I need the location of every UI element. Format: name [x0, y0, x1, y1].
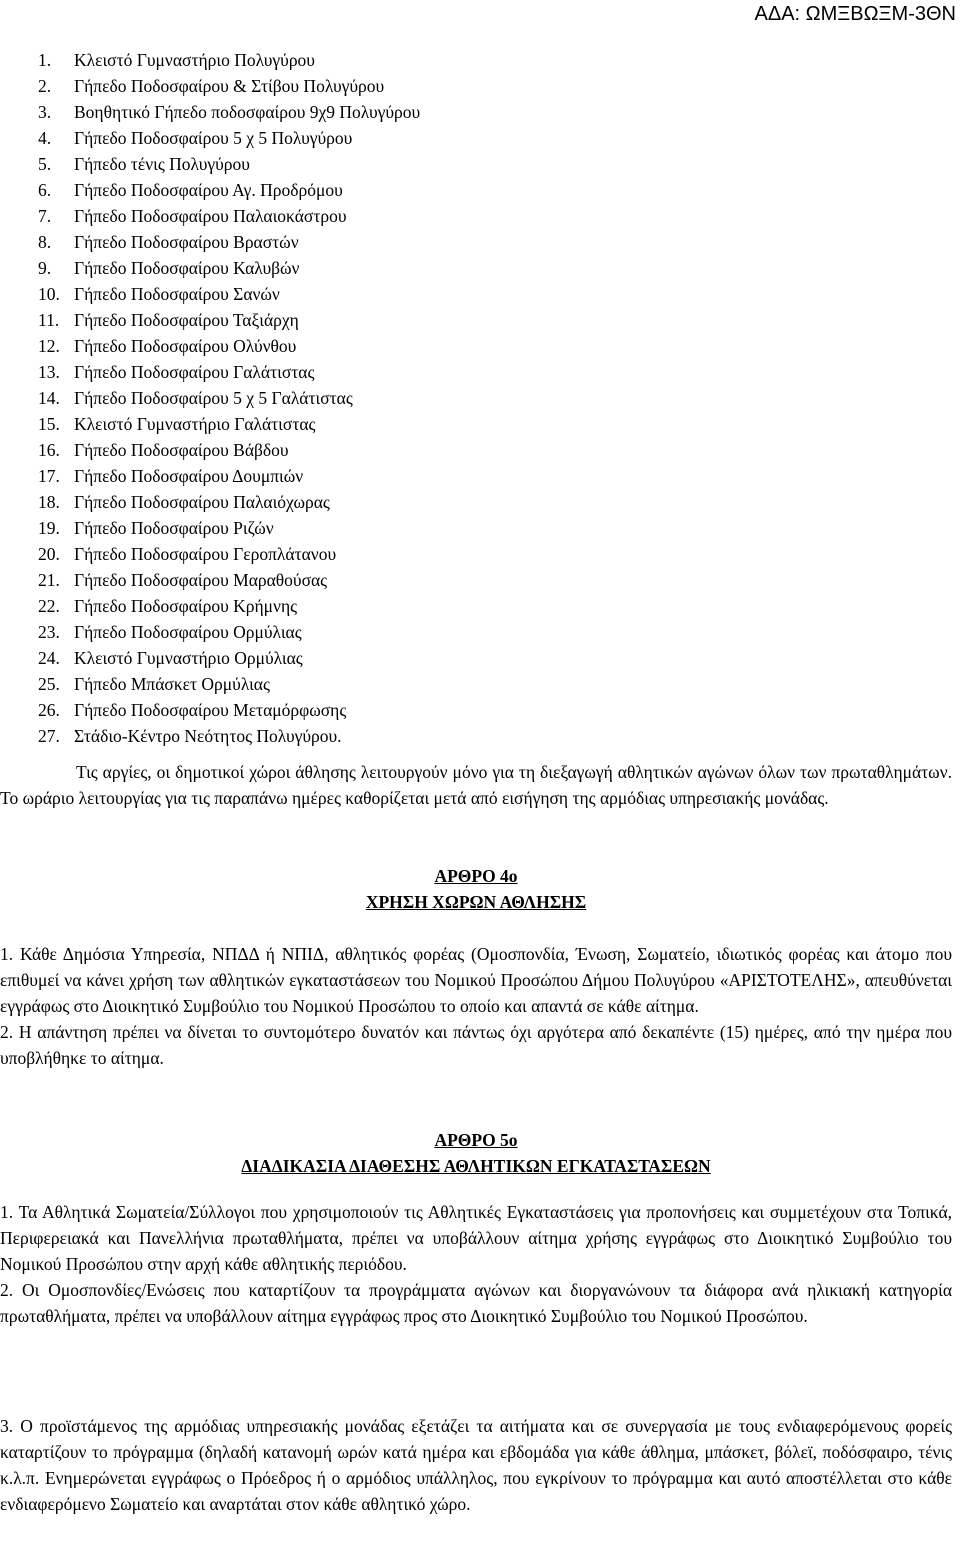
facility-name: Γήπεδο Ποδοσφαίρου Γαλάτιστας — [74, 362, 315, 382]
facility-number: 25. — [38, 674, 60, 694]
facility-number: 27. — [38, 726, 60, 746]
facility-list — [38, 47, 420, 749]
facility-number: 22. — [38, 596, 60, 616]
facility-item — [38, 47, 420, 73]
facility-item — [38, 723, 420, 749]
facility-item — [38, 177, 420, 203]
article-5-paragraph-3: 3. Ο προϊστάμενος της αρμόδιας υπηρεσιακής μονάδας εξετάζει τα αιτήματα και σε συνεργασία με τους ενδιαφερόμενους φορείς καταρτίζουν το πρόγραμμα (δηλαδή κατανομή ωρών κατά ημέρα και εβδομάδα για κάθε άθλημα, μπάσκετ, βόλεϊ, ποδόσφαιρο, τένις κ.λ.π. Ενημερώνεται εγγράφως ο Πρόεδρος ή ο αρμόδιος υπάλληλος, που εγκρίνουν το πρόγραμμα και αυτό αποστέλλεται στο κάθε ενδιαφερόμενο Σωματείο και αναρτάται στον κάθε αθλητικό χώρο. — [0, 1416, 952, 1514]
facility-item — [38, 151, 420, 177]
facility-name: Γήπεδο Ποδοσφαίρου Βραστών — [74, 232, 299, 252]
article-5-number: ΑΡΘΡΟ 5ο — [434, 1130, 518, 1150]
facility-item — [38, 385, 420, 411]
facility-number: 11. — [38, 310, 60, 330]
facility-item — [38, 489, 420, 515]
facility-item — [38, 307, 420, 333]
article-5-body-b — [0, 1413, 952, 1517]
facility-item — [38, 437, 420, 463]
facility-name: Γήπεδο Ποδοσφαίρου Παλαιόχωρας — [74, 492, 330, 512]
facility-item — [38, 229, 420, 255]
facility-name: Κλειστό Γυμναστήριο Πολυγύρου — [74, 50, 315, 70]
facility-number: 19. — [38, 518, 60, 538]
facility-name: Κλειστό Γυμναστήριο Γαλάτιστας — [74, 414, 316, 434]
facility-name: Γήπεδο Μπάσκετ Ορμύλιας — [74, 674, 270, 694]
ada-code: ΑΔΑ: ΩΜΞΒΩΞΜ-3ΘΝ — [754, 3, 956, 25]
facility-item — [38, 73, 420, 99]
facility-number: 3. — [38, 102, 52, 122]
facility-name: Βοηθητικό Γήπεδο ποδοσφαίρου 9χ9 Πολυγύρου — [74, 102, 421, 122]
holiday-note: Τις αργίες, οι δημοτικοί χώροι άθλησης λειτουργούν μόνο για τη διεξαγωγή αθλητικών αγώνων όλων των πρωταθλημάτων. Το ωράριο λειτουργίας για τις παραπάνω ημέρες καθορίζεται μετά από εισήγηση της αρμόδιας υπηρεσιακής μονάδας. — [0, 762, 952, 808]
facility-item — [38, 697, 420, 723]
article-4-heading — [0, 863, 952, 915]
facility-number: 18. — [38, 492, 60, 512]
facility-name: Γήπεδο Ποδοσφαίρου 5 χ 5 Γαλάτιστας — [74, 388, 353, 408]
facility-item — [38, 281, 420, 307]
article-4-paragraph-1: 1. Κάθε Δημόσια Υπηρεσία, ΝΠΔΔ ή ΝΠΙΔ, αθλητικός φορέας (Ομοσπονδία, Ένωση, Σωματείο, ιδιωτικός φορέας και άτομο που επιθυμεί να κάνει χρήση των αθλητικών εγκαταστάσεων του Νομικού Προσώπου Δήμου Πολυγύρου «ΑΡΙΣΤΟΤΕΛΗΣ», απευθύνεται εγγράφως στο Διοικητικό Συμβούλιο του Νομικού Προσώπου το οποίο και απαντά σε κάθε αίτημα. — [0, 944, 952, 1016]
facility-name: Γήπεδο Ποδοσφαίρου Μαραθούσας — [74, 570, 328, 590]
facility-item — [38, 359, 420, 385]
facility-number: 1. — [38, 50, 52, 70]
facility-number: 13. — [38, 362, 60, 382]
facility-number: 15. — [38, 414, 60, 434]
facility-item — [38, 333, 420, 359]
facility-number: 20. — [38, 544, 60, 564]
facility-number: 21. — [38, 570, 60, 590]
facility-name: Γήπεδο Ποδοσφαίρου Ορμύλιας — [74, 622, 302, 642]
facility-name: Γήπεδο Ποδοσφαίρου Δουμπιών — [74, 466, 304, 486]
article-5-body-a — [0, 1199, 952, 1329]
facility-number: 17. — [38, 466, 60, 486]
holiday-note-block — [0, 759, 952, 811]
facility-name: Στάδιο-Κέντρο Νεότητος Πολυγύρου. — [74, 726, 342, 746]
facility-name: Γήπεδο τένις Πολυγύρου — [74, 154, 250, 174]
facility-item — [38, 567, 420, 593]
facility-item — [38, 99, 420, 125]
facility-name: Γήπεδο Ποδοσφαίρου Βάβδου — [74, 440, 289, 460]
facility-number: 6. — [38, 180, 52, 200]
article-5-heading — [0, 1127, 952, 1179]
facility-number: 5. — [38, 154, 52, 174]
facility-number: 26. — [38, 700, 60, 720]
facility-name: Κλειστό Γυμναστήριο Ορμύλιας — [74, 648, 303, 668]
article-4-paragraph-2: 2. Η απάντηση πρέπει να δίνεται το συντομότερο δυνατόν και πάντως όχι αργότερα από δεκαπέντε (15) ημέρες, από την ημέρα που υποβλήθηκε το αίτημα. — [0, 1022, 952, 1068]
facility-item — [38, 619, 420, 645]
facility-number: 10. — [38, 284, 60, 304]
article-4-title: ΧΡΗΣΗ ΧΩΡΩΝ ΑΘΛΗΣΗΣ — [365, 892, 587, 912]
facility-number: 9. — [38, 258, 52, 278]
facility-item — [38, 541, 420, 567]
facility-name: Γήπεδο Ποδοσφαίρου Σανών — [74, 284, 280, 304]
facility-name: Γήπεδο Ποδοσφαίρου Ολύνθου — [74, 336, 297, 356]
article-5-paragraph-1: 1. Τα Αθλητικά Σωματεία/Σύλλογοι που χρησιμοποιούν τις Αθλητικές Εγκαταστάσεις για προπονήσεις και συμμετέχουν στα Τοπικά, Περιφερειακά και Πανελλήνια πρωταθλήματα, πρέπει να υποβάλλουν αίτημα χρήσης εγγράφως στο Διοικητικό Συμβούλιο του Νομικού Προσώπου στην αρχή κάθε αθλητικής περιόδου. — [0, 1202, 952, 1274]
facility-name: Γήπεδο Ποδοσφαίρου Παλαιοκάστρου — [74, 206, 347, 226]
article-5-paragraph-2: 2. Οι Ομοσπονδίες/Ενώσεις που καταρτίζουν τα προγράμματα αγώνων και διοργανώνουν τα διάφορα ανά ηλικιακή κατηγορία πρωταθλήματα, πρέπει να υποβάλλουν αίτημα εγγράφως προς στο Διοικητικό Συμβούλιο του Νομικού Προσώπου. — [0, 1280, 952, 1326]
facility-item — [38, 255, 420, 281]
article-5-title: ΔΙΑΔΙΚΑΣΙΑ ΔΙΑΘΕΣΗΣ ΑΘΛΗΤΙΚΩΝ ΕΓΚΑΤΑΣΤΑΣΕΩΝ — [241, 1156, 711, 1176]
facility-number: 12. — [38, 336, 60, 356]
facility-item — [38, 515, 420, 541]
facility-item — [38, 203, 420, 229]
facility-name: Γήπεδο Ποδοσφαίρου Αγ. Προδρόμου — [74, 180, 343, 200]
facility-name: Γήπεδο Ποδοσφαίρου Καλυβών — [74, 258, 300, 278]
facility-name: Γήπεδο Ποδοσφαίρου Κρήμνης — [74, 596, 298, 616]
facility-item — [38, 463, 420, 489]
facility-number: 14. — [38, 388, 60, 408]
facility-name: Γήπεδο Ποδοσφαίρου Ταξιάρχη — [74, 310, 299, 330]
facility-name: Γήπεδο Ποδοσφαίρου Γεροπλάτανου — [74, 544, 337, 564]
facility-number: 8. — [38, 232, 52, 252]
facility-number: 7. — [38, 206, 52, 226]
facility-name: Γήπεδο Ποδοσφαίρου Μεταμόρφωσης — [74, 700, 347, 720]
facility-item — [38, 593, 420, 619]
facility-name: Γήπεδο Ποδοσφαίρου 5 χ 5 Πολυγύρου — [74, 128, 353, 148]
facility-number: 2. — [38, 76, 52, 96]
facility-number: 4. — [38, 128, 52, 148]
facility-name: Γήπεδο Ποδοσφαίρου & Στίβου Πολυγύρου — [74, 76, 385, 96]
facility-number: 24. — [38, 648, 60, 668]
facility-number: 23. — [38, 622, 60, 642]
article-4-number: ΑΡΘΡΟ 4ο — [434, 866, 518, 886]
facility-item — [38, 671, 420, 697]
facility-item — [38, 125, 420, 151]
facility-item — [38, 411, 420, 437]
article-4-body — [0, 941, 952, 1071]
facility-name: Γήπεδο Ποδοσφαίρου Ριζών — [74, 518, 274, 538]
facility-number: 16. — [38, 440, 60, 460]
facility-item — [38, 645, 420, 671]
